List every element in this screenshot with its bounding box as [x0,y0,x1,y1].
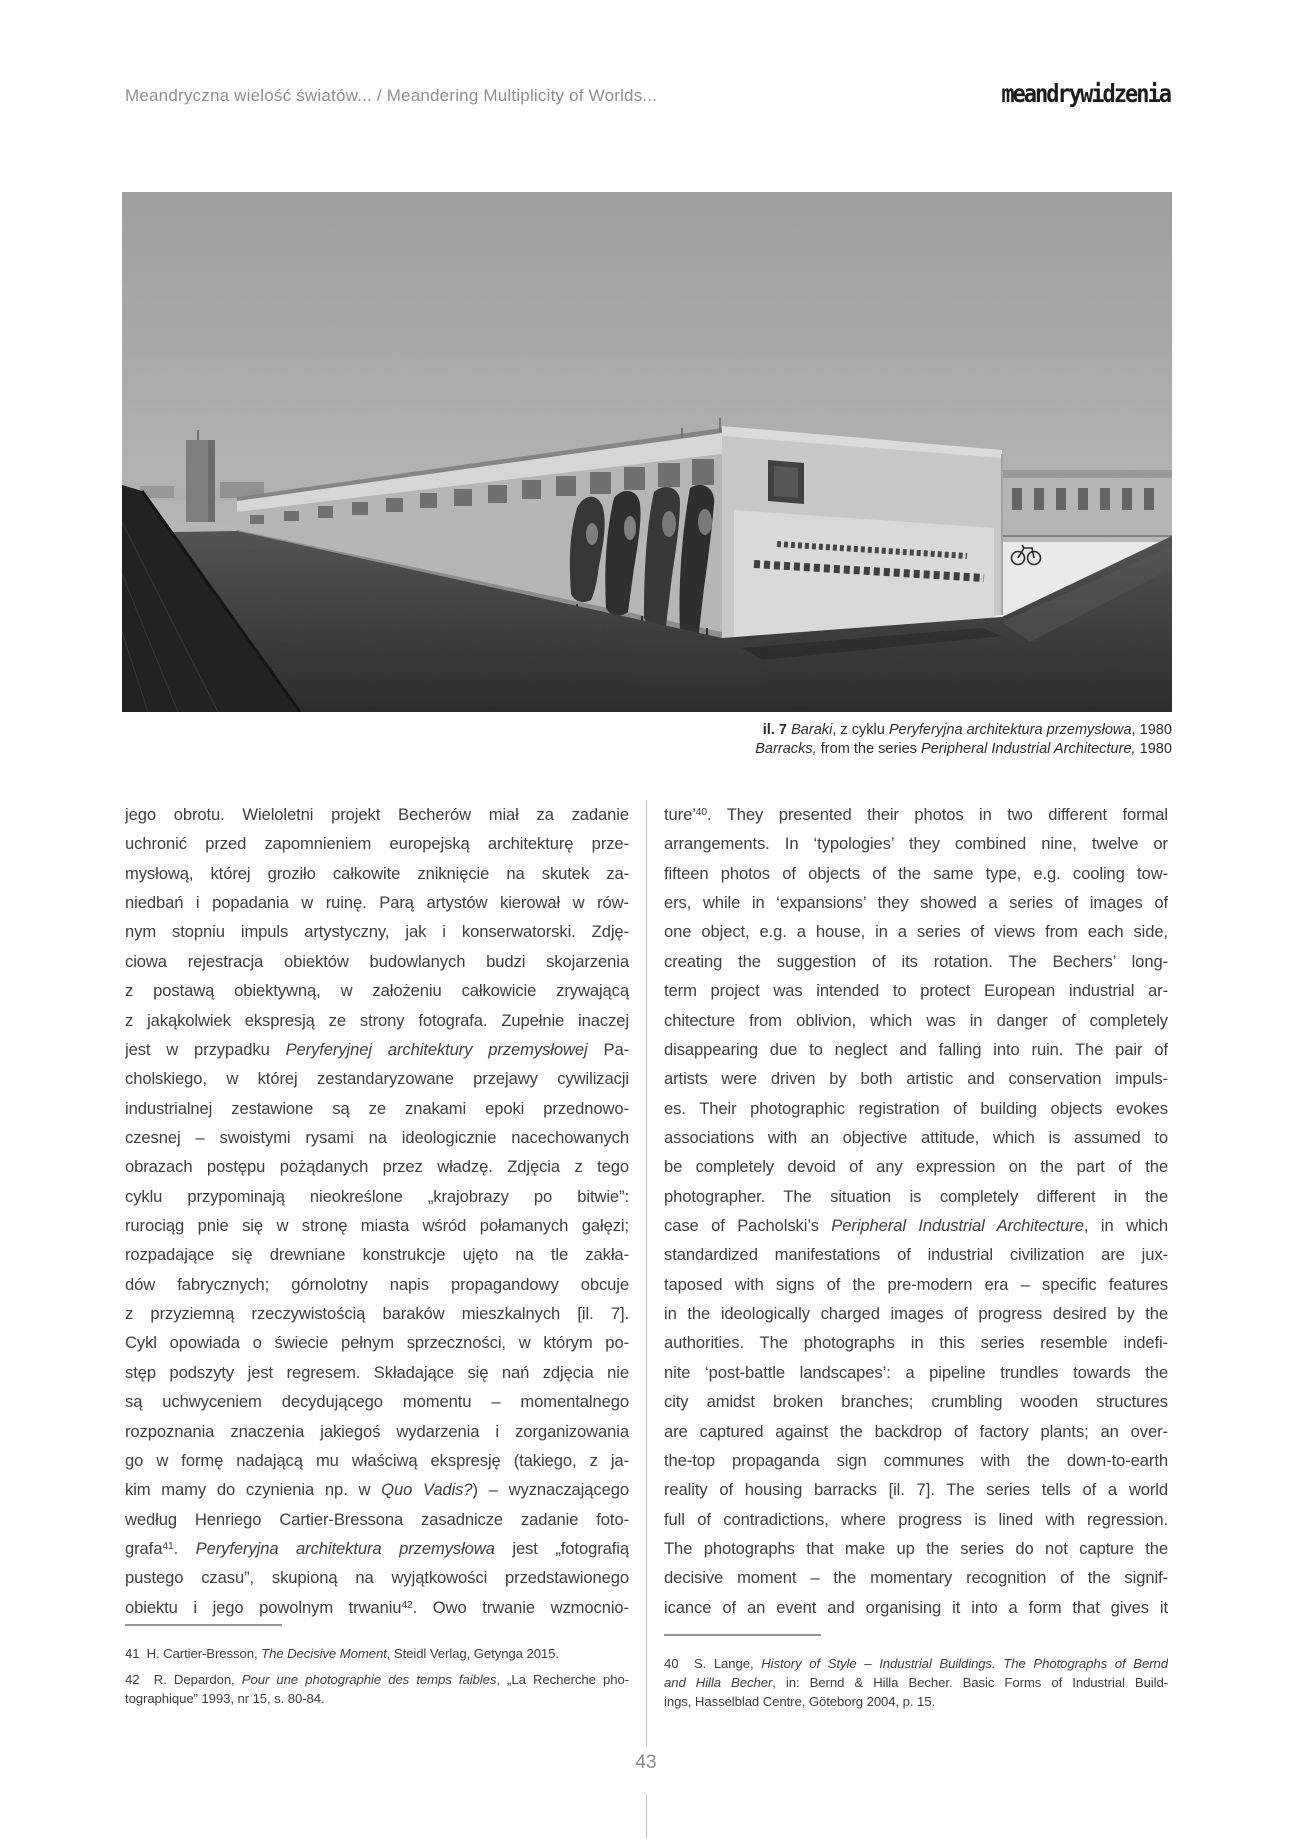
text-line [125,1689,629,1708]
text-segment: full of contradictions, where progress is lined with regression. [664,1509,1168,1529]
text-segment: reality of housing barracks [il. 7]. The series tells of a world [664,1480,1168,1500]
text-line [664,1270,1168,1299]
text-segment: , „La Recherche pho- [496,1672,629,1687]
journal-logo: meandrywidzenia [1001,80,1170,109]
text-segment: obrazach postępu pożądanych przez władzę. Zdjęcia z tego [125,1157,629,1177]
text-segment: grafa [125,1538,163,1558]
text-line [154,739,1173,758]
text-segment: cyklu przypominają nieokreślone „krajobrazy po bitwie”: [125,1186,629,1206]
text-line [664,1182,1168,1211]
text-segment: jest w przypadku [125,1039,286,1059]
text-line [154,720,1173,739]
text-segment: creating the suggestion of its rotation. The Bechers’ long- [664,951,1168,971]
footnote [125,1670,629,1708]
text-segment: History of Style – Industrial Buildings. The Photographs of Bernd [761,1656,1168,1671]
running-title: Meandryczna wielość światów... / Meandering Multiplicity of Worlds... [125,86,658,105]
text-line [125,1358,629,1387]
text-line [664,1035,1168,1064]
text-segment: kim mamy do czynienia np. w [125,1480,382,1500]
text-line [125,1006,629,1035]
text-segment: ers, while in ‘expansions’ they showed a series of images of [664,893,1168,913]
text-segment: il. 7 [762,721,792,738]
text-line [125,1475,629,1504]
text-line [125,1064,629,1093]
text-line [125,1644,629,1663]
text-segment: industrialnej zestawione są ze znakami epoki przednowo- [125,1098,629,1118]
text-segment: stęp podszyty jest regresem. Składające się nań zdjęcia nie [125,1362,629,1382]
text-line [664,1123,1168,1152]
text-line [125,859,629,888]
text-segment: , z cyklu [832,721,889,738]
text-line [664,1692,1168,1711]
text-segment: dów fabrycznych; górnolotny napis propagandowy obcuje [125,1274,629,1294]
text-segment: arrangements. In ‘typologies’ they combined nine, twelve or [664,834,1168,854]
text-segment: Peripheral Industrial Architecture [831,1216,1084,1236]
text-segment: . They presented their photos in two different formal [707,805,1168,824]
text-line [125,1534,629,1563]
text-line [664,859,1168,888]
text-segment: , in: Bernd & Hilla Becher. Basic Forms of Industrial Build- [772,1675,1168,1690]
text-segment: są uchwyceniem decydującego momentu – momentalnego [125,1392,629,1412]
text-segment: Pa- [587,1039,629,1059]
text-segment: ciowa rejestracja obiektów budowlanych budzi skojarzenia [125,951,629,971]
footnote-rule-right [664,1634,821,1636]
text-line [664,1593,1168,1622]
text-line [125,1446,629,1475]
text-line [125,1417,629,1446]
text-line [664,829,1168,858]
text-line [125,1182,629,1211]
text-segment: z przyziemną rzeczywistością baraków mieszkalnych [il. 7]. [125,1304,629,1324]
text-line [664,1152,1168,1181]
text-segment: artists were driven by both artistic and conservation impuls- [664,1069,1168,1089]
text-segment: The photographs that make up the series do not capture the [664,1538,1168,1558]
text-segment: Cykl opowiada o świecie pełnym sprzeczności, w którym po- [125,1333,629,1353]
text-segment: es. Their photographic registration of building objects evokes [664,1098,1168,1118]
body-column-left [125,800,629,1622]
text-segment: and Hilla Becher [664,1675,773,1690]
text-segment: in the ideologically charged images of progress desired by the [664,1304,1168,1324]
text-line [664,1299,1168,1328]
text-line [125,800,629,829]
text-line [125,1670,629,1689]
text-line [125,829,629,858]
text-segment: jest „fotografią [494,1538,629,1558]
text-line [125,976,629,1005]
text-segment: authorities. The photographs in this series resemble indefi- [664,1333,1168,1353]
text-line [125,1240,629,1269]
text-segment: chitecture from oblivion, which was in danger of completely [664,1010,1168,1030]
text-segment: , in which [1083,1216,1168,1236]
text-segment: rozpadające się drewniane konstrukcje ujęto na tle zakła- [125,1245,629,1265]
text-line [125,888,629,917]
text-line [664,1064,1168,1093]
text-segment: Peryferyjna architektura przemysłowa [195,1538,495,1558]
text-segment: , 1980 [1131,721,1172,738]
text-segment: 40 S. Lange, [664,1656,762,1671]
text-line [664,1006,1168,1035]
text-line [125,1299,629,1328]
text-line [664,800,1168,829]
body-column-right [664,800,1168,1622]
text-segment: 41 H. Cartier-Bresson, [125,1646,262,1661]
text-segment: are captured against the backdrop of factory plants; an over- [664,1421,1168,1441]
text-segment: be completely devoid of any expression on the part of the [664,1157,1168,1177]
text-segment: Pour une photographie des temps faibles [241,1672,497,1687]
text-segment: Baraki [791,721,833,738]
text-segment: disappearing due to neglect and falling into ruin. The pair of [664,1039,1168,1059]
text-line [664,1505,1168,1534]
text-segment: uchronić przed zapomnieniem europejską architekturę prze- [125,834,629,854]
text-segment: Barracks, [755,740,817,757]
text-segment: obiektu i jego powolnym trwaniu [125,1597,402,1617]
text-line [664,1654,1168,1673]
footnotes-right [664,1654,1168,1718]
text-line [125,1211,629,1240]
text-segment: ) – wyznaczającego [472,1480,629,1500]
text-line [664,1328,1168,1357]
text-segment: niedbań i popadania w ruinę. Parą artystów kierował w rów- [125,893,629,913]
text-line [125,917,629,946]
text-segment: term project was intended to protect European industrial ar- [664,981,1168,1001]
text-segment: według Henriego Cartier-Bressona zasadnicze zadanie foto- [125,1509,629,1529]
text-segment: the-top propaganda sign communes with the down-to-earth [664,1450,1168,1470]
text-line [664,1358,1168,1387]
text-segment: one object, e.g. a house, in a series of views from each side, [664,922,1168,942]
footnotes-left [125,1644,629,1715]
text-line [125,1593,629,1622]
text-segment: 40 [695,807,708,819]
text-line [664,1094,1168,1123]
text-segment: czesnej – swoistymi rysami na ideologicznie nacechowanych [125,1127,629,1147]
text-line [125,1035,629,1064]
text-segment: 1980 [1135,740,1172,757]
text-segment: associations with an objective attitude, which is assumed to [664,1127,1168,1147]
text-line [125,1123,629,1152]
page-number: 43 [635,1752,657,1773]
text-segment: nite ‘post-battle landscapes’: a pipeline trundles towards the [664,1362,1168,1382]
text-segment: Peryferyjnej architektury przemysłowej [285,1039,588,1059]
footnote [125,1644,629,1663]
figure-caption [154,720,1173,758]
text-segment: nym stopniu impuls artystyczny, jak i konserwatorski. Zdję- [125,922,629,942]
text-line [664,1417,1168,1446]
text-segment: icance of an event and organising it into a form that gives it [664,1597,1168,1617]
column-divider-bottom [646,1794,647,1838]
text-line [664,976,1168,1005]
text-line [664,1387,1168,1416]
text-segment: taposed with signs of the pre-modern era – specific features [664,1274,1168,1294]
text-line [664,1240,1168,1269]
text-segment: decisive moment – the momentary recognition of the signif- [664,1568,1168,1588]
text-segment: 41 [162,1541,174,1553]
text-line [664,1563,1168,1592]
text-segment: mysłową, której groziło całkowite zniknięcie na skutek za- [125,863,629,883]
text-segment: tographique” 1993, nr 15, s. 80-84. [125,1691,325,1706]
text-segment: , Steidl Verlag, Getynga 2015. [386,1646,559,1661]
text-line [125,1094,629,1123]
text-segment: case of Pacholski’s [664,1216,832,1236]
figure [122,192,1172,712]
text-segment: Peripheral Industrial Architecture, [920,740,1136,757]
text-segment: 42 [401,1600,413,1612]
footnote-rule-left [125,1624,282,1626]
text-segment: . [173,1538,196,1558]
text-segment: cholskiego, w której zestandaryzowane przejawy cywilizacji [125,1069,629,1089]
text-line [664,917,1168,946]
text-line [664,947,1168,976]
text-line [125,1270,629,1299]
text-segment: photographer. The situation is completely different in the [664,1186,1168,1206]
barracks-photo-image [122,192,1172,712]
text-segment: fifteen photos of objects of the same type, e.g. cooling tow- [664,863,1168,883]
text-segment: city amidst broken branches; crumbling wooden structures [664,1392,1168,1412]
text-line [664,1673,1168,1692]
text-line [125,1563,629,1592]
text-segment: 42 R. Depardon, [125,1672,242,1687]
text-line [125,1328,629,1357]
text-line [664,1446,1168,1475]
text-segment: Quo Vadis? [381,1480,473,1500]
text-segment: ings, Hasselblad Centre, Göteborg 2004, p. 15. [664,1694,936,1709]
text-segment: rurociąg pnie się w stronę miasta wśród połamanych gałęzi; [125,1216,629,1236]
text-line [664,1534,1168,1563]
text-segment: rozpoznania znaczenia jakiegoś wydarzenia i zorganizowania [125,1421,629,1441]
text-segment: . Owo trwanie wzmocnio- [412,1597,629,1617]
text-segment: The Decisive Moment [261,1646,387,1661]
text-segment: jego obrotu. Wieloletni projekt Becherów miał za zadanie [125,805,629,824]
text-segment: pustego czasu”, skupioną na wyjątkowości przedstawionego [125,1568,629,1588]
text-line [664,888,1168,917]
text-line [125,1387,629,1416]
text-line [125,1152,629,1181]
text-segment: z postawą obiektywną, w założeniu całkowicie zrywającą [125,981,629,1001]
column-divider [646,800,647,1746]
text-segment: from the series [816,740,921,757]
text-segment: z jakąkolwiek ekspresją ze strony fotografa. Zupełnie inaczej [125,1010,629,1030]
text-line [664,1475,1168,1504]
footnote [664,1654,1168,1711]
text-segment: Peryferyjna architektura przemysłowa [888,721,1132,738]
text-segment: standardized manifestations of industrial civilization are jux- [664,1245,1168,1265]
text-segment: go w formę nadającą mu właściwą ekspresję (takiego, z ja- [125,1450,629,1470]
text-line [125,947,629,976]
text-segment: ture’ [664,805,696,824]
text-line [125,1505,629,1534]
text-line [664,1211,1168,1240]
